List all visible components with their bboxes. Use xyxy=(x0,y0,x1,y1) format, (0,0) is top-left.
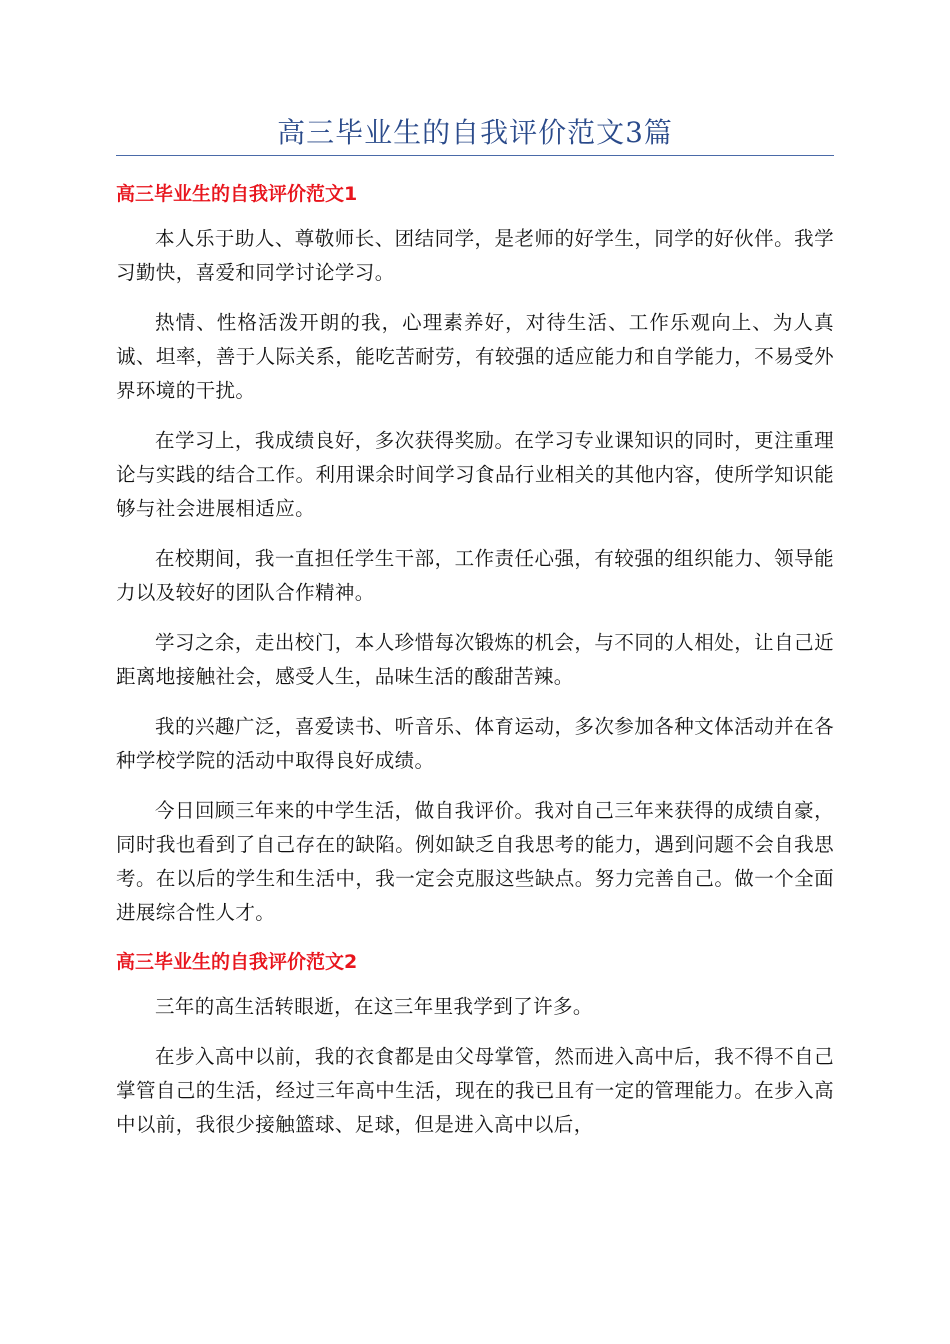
document-title: 高三毕业生的自我评价范文3篇 xyxy=(277,116,673,149)
paragraph: 今日回顾三年来的中学生活，做自我评价。我对自己三年来获得的成绩自豪，同时我也看到了自己存在的缺陷。例如缺乏自我思考的能力，遇到问题不会自我思考。在以后的学生和生活中，我一定会克服这些缺点。努力完善自己。做一个全面进展综合性人才。 xyxy=(116,799,834,924)
document-body xyxy=(116,178,834,1158)
title-underline xyxy=(116,155,834,156)
paragraph: 学习之余，走出校门，本人珍惜每次锻炼的机会，与不同的人相处，让自己近距离地接触社会，感受人生，品味生活的酸甜苦辣。 xyxy=(116,631,834,688)
paragraph: 在校期间，我一直担任学生干部，工作责任心强，有较强的组织能力、领导能力以及较好的团队合作精神。 xyxy=(116,547,834,604)
paragraph: 三年的高生活转眼逝，在这三年里我学到了许多。 xyxy=(155,995,593,1018)
paragraph: 本人乐于助人、尊敬师长、团结同学，是老师的好学生，同学的好伙伴。我学习勤快，喜爱和同学讨论学习。 xyxy=(116,227,834,284)
paragraph: 在学习上，我成绩良好，多次获得奖励。在学习专业课知识的同时，更注重理论与实践的结合工作。利用课余时间学习食品行业相关的其他内容，使所学知识能够与社会进展相适应。 xyxy=(116,429,834,520)
paragraph: 我的兴趣广泛，喜爱读书、听音乐、体育运动，多次参加各种文体活动并在各种学校学院的活动中取得良好成绩。 xyxy=(116,715,834,772)
paragraph: 在步入高中以前，我的衣食都是由父母掌管，然而进入高中后，我不得不自己掌管自己的生活，经过三年高中生活，现在的我已且有一定的管理能力。在步入高中以前，我很少接触篮球、足球，但是进入高中以后， xyxy=(116,1045,834,1136)
paragraph: 热情、性格活泼开朗的我，心理素养好，对待生活、工作乐观向上、为人真诚、坦率，善于人际关系，能吃苦耐劳，有较强的适应能力和自学能力，不易受外界环境的干扰。 xyxy=(116,311,834,402)
section-heading-1: 高三毕业生的自我评价范文1 xyxy=(116,183,358,205)
section-heading-2: 高三毕业生的自我评价范文2 xyxy=(116,951,358,973)
